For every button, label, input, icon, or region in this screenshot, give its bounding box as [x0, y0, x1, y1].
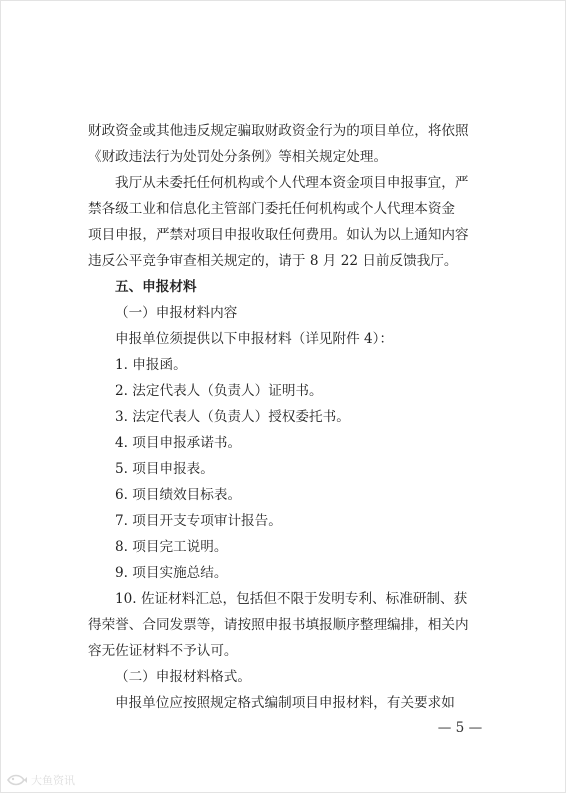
list-item: 9. 项目实施总结。 [115, 565, 228, 581]
paragraph-line: 违反公平竞争审查相关规定的，请于 8 月 22 日前反馈我厅。 [88, 253, 458, 269]
paragraph-line: 申报单位应按照规定格式编制项目申报材料，有关要求如 [115, 695, 455, 711]
paragraph-line: 项目申报，严禁对项目申报收取任何费用。如认为以上通知内容 [88, 227, 469, 243]
list-item: 1. 申报函。 [115, 357, 187, 373]
list-item: 7. 项目开支专项审计报告。 [115, 513, 282, 529]
list-item-continuation: 得荣誉、合同发票等，请按照申报书填报顺序整理编排，相关内 [88, 617, 469, 633]
page-number: — 5 — [437, 720, 483, 736]
watermark [6, 771, 75, 789]
subsection-heading: （一）申报材料内容 [115, 305, 238, 321]
list-item: 4. 项目申报承诺书。 [115, 435, 242, 451]
list-item: 2. 法定代表人（负责人）证明书。 [115, 383, 323, 399]
paragraph-line: 《财政违法行为处罚处分条例》等相关规定处理。 [88, 149, 388, 165]
list-item-continuation: 容无佐证材料不予认可。 [88, 643, 238, 659]
list-item: 10. 佐证材料汇总，包括但不限于发明专利、标准研制、获 [115, 591, 468, 607]
list-item: 8. 项目完工说明。 [115, 539, 228, 555]
list-item: 5. 项目申报表。 [115, 461, 214, 477]
fish-logo-icon [6, 772, 28, 788]
section-heading: 五、申报材料 [115, 279, 197, 295]
paragraph-line: 我厅从未委托任何机构或个人代理本资金项目申报事宜，严 [115, 175, 469, 191]
list-item: 3. 法定代表人（负责人）授权委托书。 [115, 409, 350, 425]
document-body [88, 118, 488, 716]
paragraph-line: 禁各级工业和信息化主管部门委托任何机构或个人代理本资金 [88, 201, 456, 217]
paragraph-line: 申报单位须提供以下申报材料（详见附件 4）： [115, 331, 394, 347]
watermark-text: 大鱼资讯 [31, 774, 75, 787]
list-item: 6. 项目绩效目标表。 [115, 487, 242, 503]
paragraph-line: 财政资金或其他违反规定骗取财政资金行为的项目单位，将依照 [88, 123, 469, 139]
subsection-heading: （二）申报材料格式。 [115, 669, 251, 685]
